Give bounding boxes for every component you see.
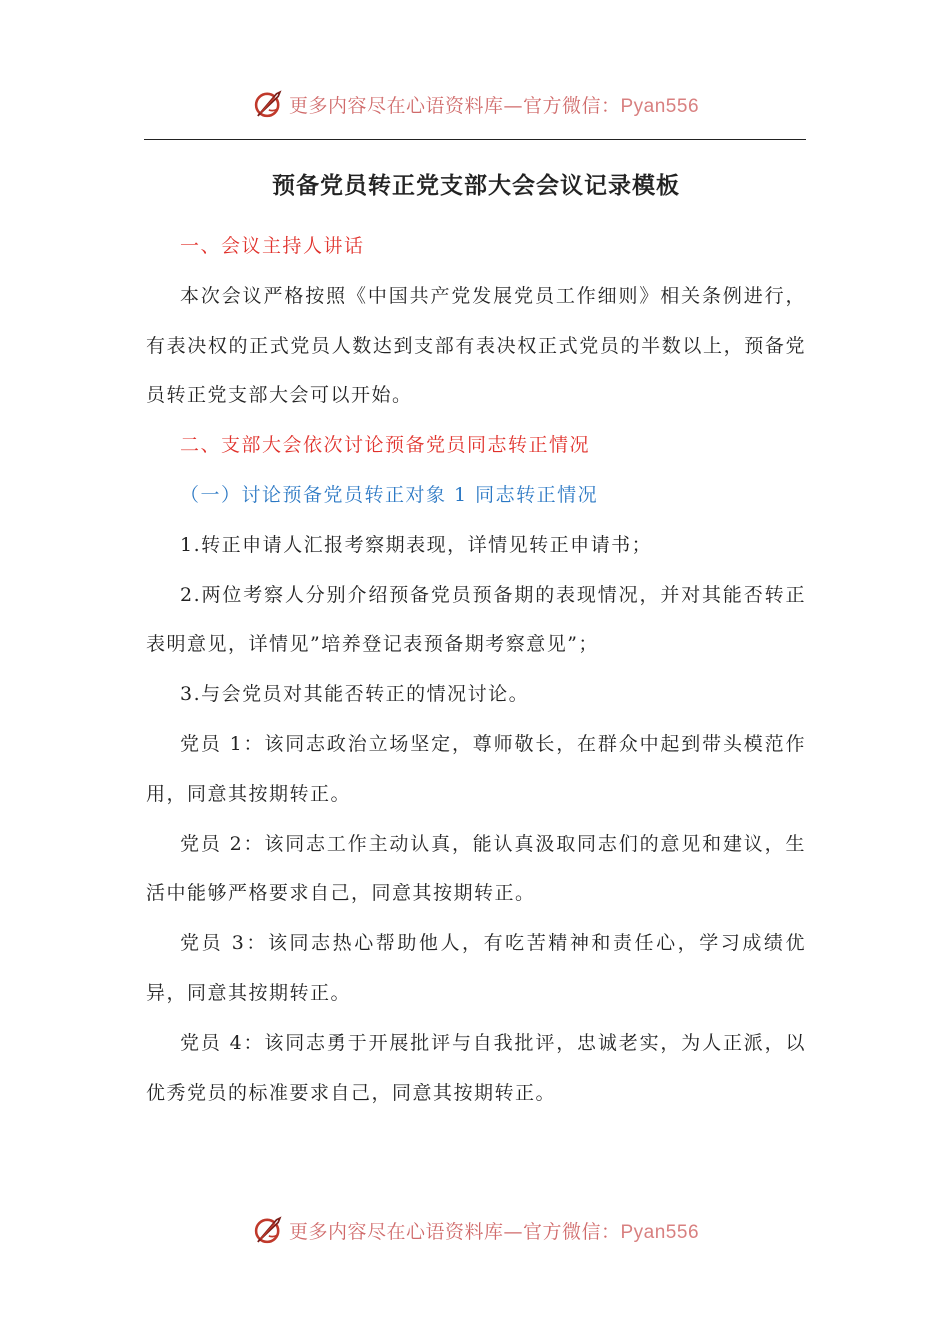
quill-pen-logo-icon	[251, 1213, 285, 1247]
member-opinion: 党员 3：该同志热心帮助他人，有吃苦精神和责任心，学习成绩优异，同意其按期转正。	[146, 932, 806, 1004]
subsection1-heading: （一）讨论预备党员转正对象 1 同志转正情况	[180, 483, 599, 506]
section2-heading: 二、支部大会依次讨论预备党员同志转正情况	[180, 434, 591, 457]
header-banner	[0, 84, 950, 124]
member-opinion: 党员 4：该同志勇于开展批评与自我批评，忠诚老实，为人正派，以优秀党员的标准要求自己，同意其按期转正。	[146, 1031, 806, 1104]
section1-paragraph: 本次会议严格按照《中国共产党发展党员工作细则》相关条例进行，有表决权的正式党员人数达到支部有表决权正式党员的半数以上，预备党员转正党支部大会可以开始。	[146, 284, 806, 407]
header-wechat-id: Pyan556	[620, 95, 700, 117]
document-title: 预备党员转正党支部大会会议记录模板	[272, 172, 680, 199]
footer-banner	[0, 1210, 950, 1250]
footer-banner-text	[289, 1217, 699, 1244]
footer-banner-label: 更多内容尽在心语资料库—官方微信：	[288, 1220, 621, 1243]
quill-pen-logo-icon	[251, 87, 285, 121]
section1-heading: 一、会议主持人讲话	[180, 235, 365, 257]
footer-wechat-id: Pyan556	[620, 1221, 700, 1243]
member-opinion: 党员 1：该同志政治立场坚定，尊师敬长，在群众中起到带头模范作用，同意其按期转正。	[146, 732, 806, 805]
header-banner-text	[289, 91, 699, 118]
list-item: 1.转正申请人汇报考察期表现，详情见转正申请书；	[180, 533, 653, 556]
list-item: 2.两位考察人分别介绍预备党员预备期的表现情况，并对其能否转正表明意见，详情见”培养登记表预备期考察意见”；	[146, 583, 806, 656]
list-item: 3.与会党员对其能否转正的情况讨论。	[180, 683, 530, 706]
header-divider	[144, 139, 806, 140]
header-banner-label: 更多内容尽在心语资料库—官方微信：	[288, 94, 621, 117]
member-opinion: 党员 2：该同志工作主动认真，能认真汲取同志们的意见和建议，生活中能够严格要求自己，同意其按期转正。	[146, 832, 806, 905]
document-body	[146, 166, 806, 1118]
